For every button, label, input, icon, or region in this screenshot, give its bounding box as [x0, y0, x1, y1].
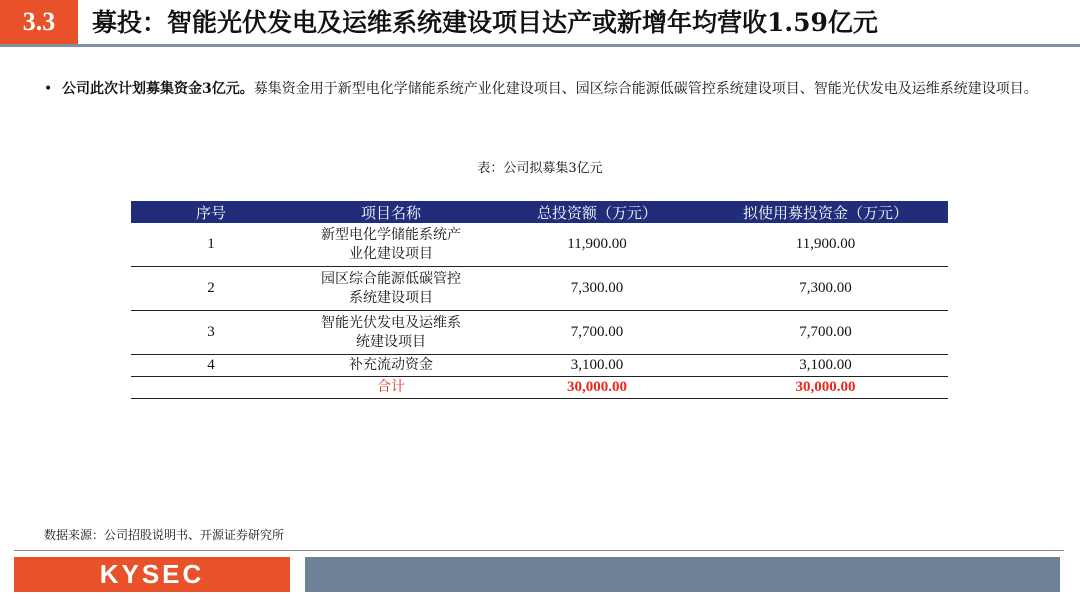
cell-fund: 3,100.00 [703, 355, 948, 377]
cell-fund: 7,300.00 [703, 267, 948, 311]
table-total-row [131, 377, 948, 399]
bullet-body-text: 募集资金用于新型电化学储能系统产业化建设项目、园区综合能源低碳管控系统建设项目、智能光伏发电及运维系统建设项目。 [253, 81, 1038, 97]
cell-fund: 7,700.00 [703, 311, 948, 355]
cell-total: 7,700.00 [491, 311, 703, 355]
kysec-logo: KYSEC [14, 557, 290, 592]
cell-name: 补充流动资金 [291, 355, 491, 377]
bullet-bold-text: 公司此次计划募集资金3亿元。 [62, 81, 254, 97]
cell-no: 2 [131, 267, 291, 311]
table-row [131, 223, 948, 267]
slide-header [0, 0, 1080, 47]
section-number: 3.3 [0, 0, 78, 44]
cell-name: 园区综合能源低碳管控 系统建设项目 [291, 267, 491, 311]
slide-title: 募投：智能光伏发电及运维系统建设项目达产或新增年均营收1.59亿元 [92, 8, 878, 37]
cell-no: 1 [131, 223, 291, 267]
column-header-fund: 拟使用募投资金（万元） [703, 201, 948, 223]
bullet-point [44, 78, 1054, 100]
header-divider [0, 44, 1080, 47]
table-row [131, 355, 948, 377]
cell-total-sum: 30,000.00 [491, 377, 703, 399]
cell-name: 新型电化学储能系统产 业化建设项目 [291, 223, 491, 267]
cell-no [131, 377, 291, 399]
data-source-note: 数据来源：公司招股说明书、开源证券研究所 [44, 528, 285, 542]
footer-divider [14, 550, 1064, 551]
table-row [131, 267, 948, 311]
cell-total-label: 合计 [291, 377, 491, 399]
table-caption: 表：公司拟募集3亿元 [477, 161, 603, 176]
cell-total: 11,900.00 [491, 223, 703, 267]
cell-fund: 11,900.00 [703, 223, 948, 267]
bullet-text [62, 78, 1054, 100]
table-header-row [131, 201, 948, 223]
bullet-marker: • [44, 81, 53, 97]
cell-no: 3 [131, 311, 291, 355]
footer-bar [305, 557, 1060, 592]
column-header-no: 序号 [131, 201, 291, 223]
cell-no: 4 [131, 355, 291, 377]
cell-fund-sum: 30,000.00 [703, 377, 948, 399]
fundraising-table [131, 201, 948, 399]
cell-name: 智能光伏发电及运维系 统建设项目 [291, 311, 491, 355]
cell-total: 3,100.00 [491, 355, 703, 377]
cell-total: 7,300.00 [491, 267, 703, 311]
column-header-total: 总投资额（万元） [491, 201, 703, 223]
column-header-name: 项目名称 [291, 201, 491, 223]
table-row [131, 311, 948, 355]
